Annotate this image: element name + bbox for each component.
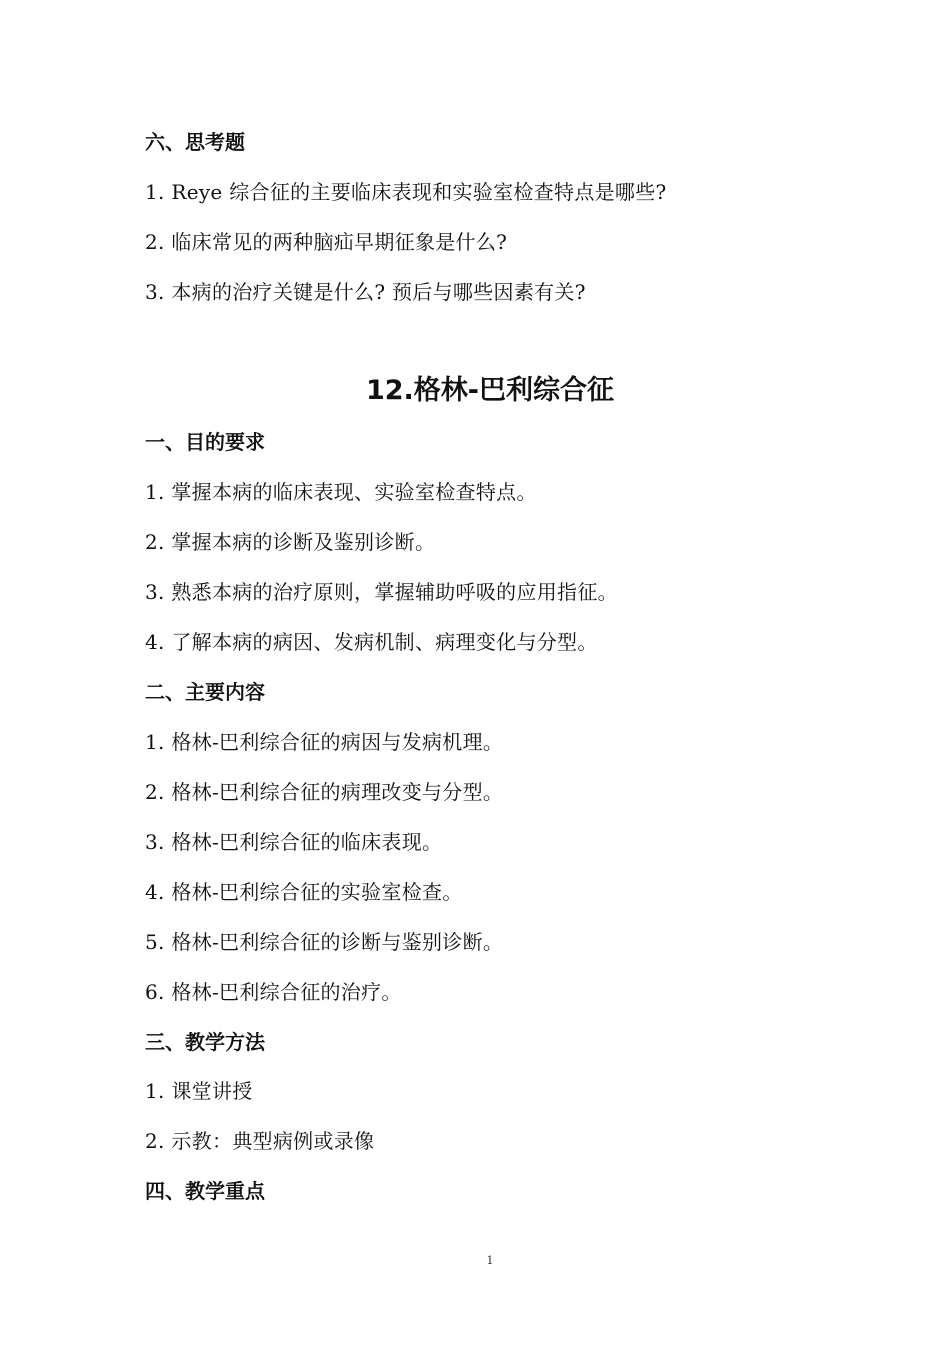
content-item: 6. 格林-巴利综合征的治疗。 (145, 980, 402, 1004)
section-heading-key-points: 四、教学重点 (145, 1179, 265, 1203)
objective-item: 1. 掌握本病的临床表现、实验室检查特点。 (145, 480, 537, 504)
question-item: 2. 临床常见的两种脑疝早期征象是什么? (145, 230, 508, 254)
content-item: 2. 格林-巴利综合征的病理改变与分型。 (145, 780, 504, 804)
section-heading-main-content: 二、主要内容 (145, 680, 265, 704)
objective-item: 4. 了解本病的病因、发病机制、病理变化与分型。 (145, 630, 598, 654)
objective-item: 3. 熟悉本病的治疗原则，掌握辅助呼吸的应用指征。 (145, 580, 618, 604)
question-item: 1. Reye 综合征的主要临床表现和实验室检查特点是哪些? (145, 180, 667, 204)
page-number: 1 (486, 1254, 494, 1267)
method-item: 1. 课堂讲授 (145, 1079, 253, 1103)
section-heading-questions: 六、思考题 (145, 130, 245, 154)
content-item: 1. 格林-巴利综合征的病因与发病机理。 (145, 730, 504, 754)
objective-item: 2. 掌握本病的诊断及鉴别诊断。 (145, 530, 436, 554)
content-item: 3. 格林-巴利综合征的临床表现。 (145, 830, 443, 854)
method-item: 2. 示教：典型病例或录像 (145, 1129, 375, 1153)
section-heading-teaching-methods: 三、教学方法 (145, 1030, 265, 1054)
content-item: 5. 格林-巴利综合征的诊断与鉴别诊断。 (145, 930, 504, 954)
chapter-title: 12.格林-巴利综合征 (365, 375, 615, 406)
question-item: 3. 本病的治疗关键是什么? 预后与哪些因素有关? (145, 280, 586, 304)
section-heading-objectives: 一、目的要求 (145, 430, 265, 454)
content-item: 4. 格林-巴利综合征的实验室检查。 (145, 880, 463, 904)
